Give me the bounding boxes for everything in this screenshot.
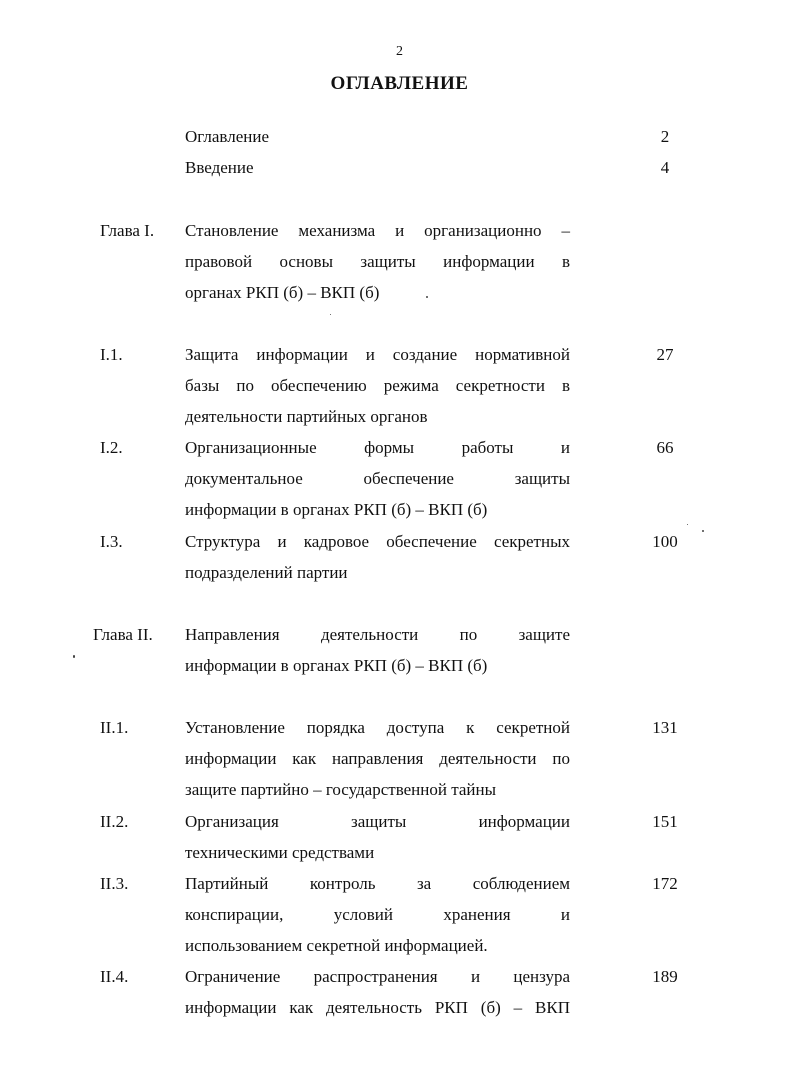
toc-entry-line: конспирации, условий хранения и xyxy=(185,905,570,924)
toc-entry-line: Структура и кадровое обеспечение секретных xyxy=(185,532,570,551)
toc-entry-line: органах РКП (б) – ВКП (б) xyxy=(185,283,380,302)
toc-entry-number: II.4. xyxy=(100,967,129,986)
toc-entry-line: подразделений партии xyxy=(185,563,348,582)
toc-entry-line: Организационные формы работы и xyxy=(185,438,570,457)
toc-entry-line: информации как деятельность РКП (б) – ВКП xyxy=(185,998,570,1017)
toc-entry-line: деятельности партийных органов xyxy=(185,407,428,426)
toc-entry-line: Защита информации и создание нормативной xyxy=(185,345,570,364)
toc-entry-title xyxy=(185,868,570,961)
toc-entry-line: техническими средствами xyxy=(185,843,375,862)
toc-entry-title xyxy=(185,215,570,308)
toc-entry-number: I.1. xyxy=(100,345,123,364)
toc-entry-line: Оглавление xyxy=(185,127,269,146)
toc-entry-page: 189 xyxy=(652,967,678,986)
scan-speck xyxy=(702,530,704,532)
toc-entry-line: правовой основы защиты информации в xyxy=(185,252,570,271)
toc-entry-title xyxy=(185,619,570,681)
toc-entry-line: информации как направления деятельности по xyxy=(185,749,570,768)
toc-entry-line: Направления деятельности по защите xyxy=(185,625,570,644)
toc-entry-title xyxy=(185,121,570,152)
page-title: ОГЛАВЛЕНИЕ xyxy=(330,73,469,94)
toc-entry-title xyxy=(185,432,570,525)
toc-entry-number: I.3. xyxy=(100,532,123,551)
toc-entry-number: II.3. xyxy=(100,874,129,893)
toc-entry-page: 131 xyxy=(652,718,678,737)
toc-entry-number: I.2. xyxy=(100,438,123,457)
toc-entry-line: Введение xyxy=(185,158,254,177)
toc-entry-number: II.2. xyxy=(100,812,129,831)
toc-entry-number: II.1. xyxy=(100,718,129,737)
toc-entry-line: Установление порядка доступа к секретной xyxy=(185,718,570,737)
toc-entry-line: Становление механизма и организационно – xyxy=(185,221,570,240)
toc-entry-page: 27 xyxy=(656,345,674,364)
toc-entry-number: Глава II. xyxy=(93,625,153,644)
scan-speck xyxy=(73,655,75,658)
toc-entry-number: Глава I. xyxy=(100,221,155,240)
toc-entry-title xyxy=(185,526,570,588)
toc-entry-line: информации в органах РКП (б) – ВКП (б) xyxy=(185,656,488,675)
toc-entry-line: Партийный контроль за соблюдением xyxy=(185,874,570,893)
page-number: 2 xyxy=(396,44,403,59)
toc-entry-page: 2 xyxy=(660,127,670,146)
toc-entry-line: базы по обеспечению режима секретности в xyxy=(185,376,570,395)
scan-speck xyxy=(426,296,428,298)
toc-entry-line: документальное обеспечение защиты xyxy=(185,469,570,488)
toc-entry-line: Ограничение распространения и цензура xyxy=(185,967,570,986)
scan-speck xyxy=(330,314,331,315)
toc-entry-title xyxy=(185,339,570,432)
toc-entry-title xyxy=(185,712,570,805)
toc-entry-title xyxy=(185,961,570,1023)
toc-entry-page: 100 xyxy=(652,532,678,551)
toc-entry-line: использованием секретной информацией. xyxy=(185,936,488,955)
toc-entry-page: 172 xyxy=(652,874,678,893)
toc-entry-title xyxy=(185,806,570,868)
toc-entry-line: Организация защиты информации xyxy=(185,812,570,831)
toc-entry-page: 151 xyxy=(652,812,678,831)
toc-entry-page: 66 xyxy=(656,438,674,457)
toc-entry-title xyxy=(185,152,570,183)
scan-speck xyxy=(687,524,688,525)
toc-entry-page: 4 xyxy=(660,158,670,177)
toc-entry-line: защите партийно – государственной тайны xyxy=(185,780,497,799)
toc-entry-line: информации в органах РКП (б) – ВКП (б) xyxy=(185,500,488,519)
